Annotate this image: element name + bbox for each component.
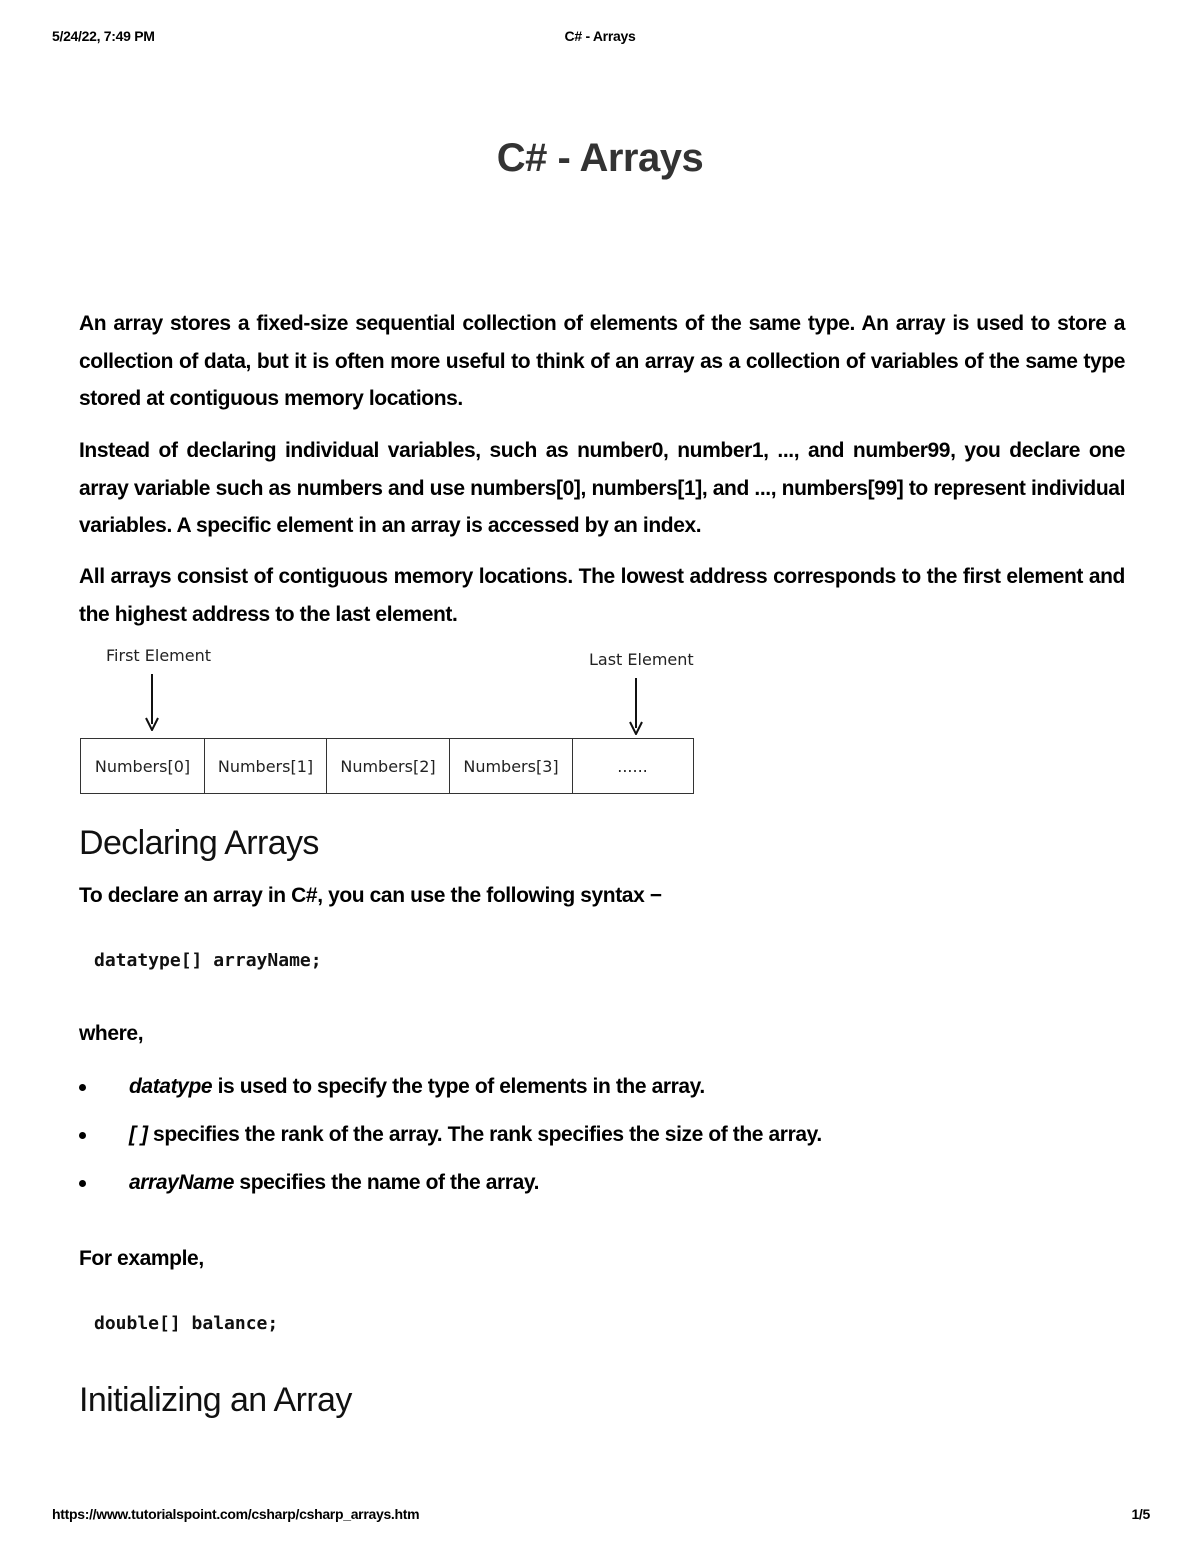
- footer-url: https://www.tutorialspoint.com/csharp/csharp_arrays.htm: [52, 1506, 420, 1522]
- where-text: where,: [79, 1022, 144, 1045]
- code-block-syntax: datatype[] arrayName;: [94, 950, 322, 971]
- array-diagram: [80, 640, 720, 800]
- list-item: [79, 1068, 822, 1116]
- page-number: 1/5: [1131, 1506, 1150, 1522]
- bullet-term: arrayName: [129, 1171, 234, 1194]
- bullet-text: specifies the name of the array.: [233, 1171, 540, 1194]
- intro-paragraph-2: Instead of declaring individual variables, such as number0, number1, ..., and number99, you declare one array variable such as numbers and use numbers[0], numbers[1], and ..., numbers[99] to represent individual variables. A specific element in an array is accessed by an index.: [79, 439, 1125, 537]
- page-title: C# - Arrays: [496, 136, 704, 180]
- example-intro: For example,: [79, 1247, 204, 1270]
- array-cell: Numbers[0]: [81, 739, 205, 793]
- array-cell: Numbers[3]: [450, 739, 573, 793]
- bullet-text: is used to specify the type of elements in the array.: [212, 1075, 705, 1098]
- bullet-term: [ ]: [129, 1123, 148, 1146]
- array-cells: [80, 738, 694, 794]
- intro-paragraph-1: An array stores a fixed-size sequential collection of elements of the same type. An array is used to store a collection of data, but it is often more useful to think of an array as a collection of variables of the same type stored at contiguous memory locations.: [79, 312, 1125, 410]
- declare-intro: To declare an array in C#, you can use the following syntax −: [79, 884, 662, 907]
- array-cell: Numbers[2]: [327, 739, 450, 793]
- code-block-example: double[] balance;: [94, 1313, 279, 1334]
- print-doc-title: C# - Arrays: [564, 28, 636, 44]
- last-element-label: Last Element: [589, 650, 694, 669]
- intro-paragraph-3: All arrays consist of contiguous memory locations. The lowest address corresponds to the first element and the highest address to the last element.: [79, 565, 1125, 626]
- bullet-term: datatype: [129, 1075, 213, 1098]
- array-cell: ......: [617, 756, 648, 776]
- list-item: [79, 1116, 822, 1164]
- bullet-text: specifies the rank of the array. The rank specifies the size of the array.: [147, 1123, 822, 1146]
- arrow-down-icon: [629, 721, 643, 735]
- section-heading-initializing: Initializing an Array: [79, 1381, 352, 1419]
- first-element-label: First Element: [106, 646, 211, 665]
- list-item: [79, 1164, 822, 1212]
- syntax-bullet-list: [79, 1068, 822, 1212]
- print-datetime: 5/24/22, 7:49 PM: [52, 28, 155, 44]
- section-heading-declaring: Declaring Arrays: [79, 824, 319, 862]
- arrow-down-icon: [145, 717, 159, 731]
- array-cell: Numbers[1]: [205, 739, 327, 793]
